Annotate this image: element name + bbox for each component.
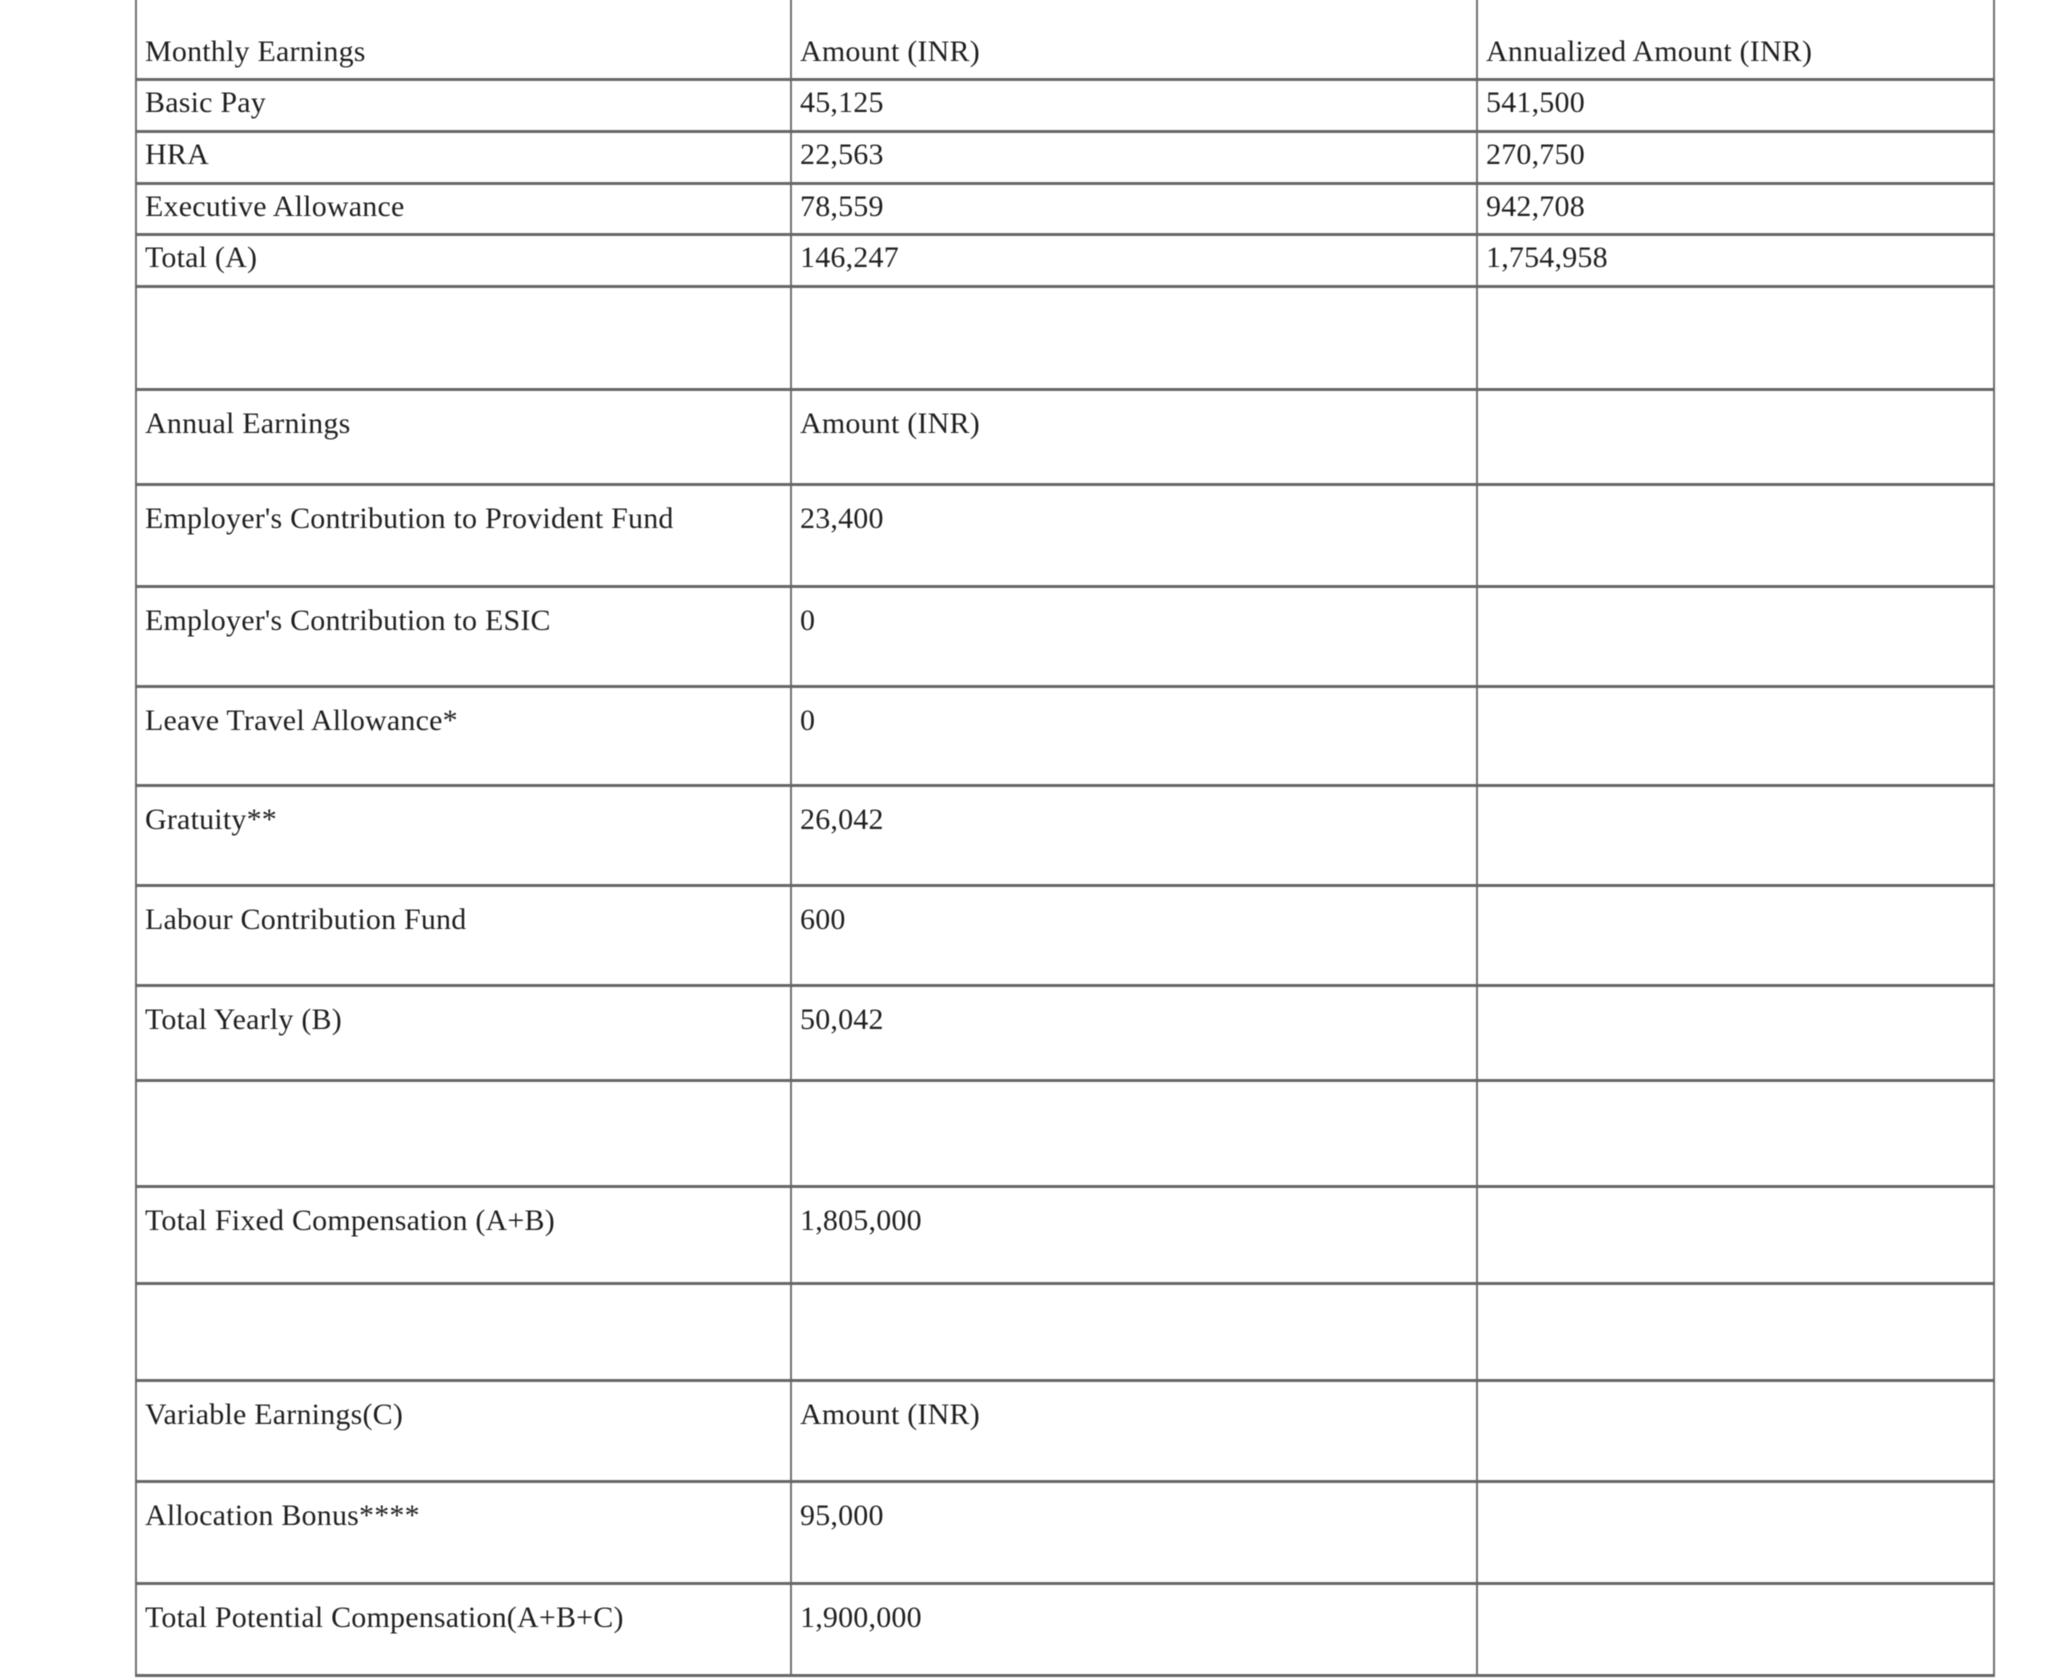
cell-annualized bbox=[1477, 1381, 1994, 1482]
table-row bbox=[136, 80, 1994, 132]
table-row bbox=[136, 687, 1994, 786]
table-row bbox=[136, 0, 1994, 80]
cell-annualized bbox=[1477, 390, 1994, 485]
cell-label: Total Potential Compensation(A+B+C) bbox=[136, 1584, 791, 1676]
cell-amount: 95,000 bbox=[791, 1482, 1477, 1584]
cell-label: Employer's Contribution to Provident Fund bbox=[136, 485, 791, 587]
table-row-spacer bbox=[136, 287, 1994, 390]
cell-label: Executive Allowance bbox=[136, 184, 791, 235]
cell-label: Monthly Earnings bbox=[136, 0, 791, 80]
cell-amount: Amount (INR) bbox=[791, 390, 1477, 485]
table-row bbox=[136, 1584, 1994, 1676]
cell-annualized bbox=[1477, 485, 1994, 587]
cell-label: Employer's Contribution to ESIC bbox=[136, 587, 791, 687]
cell-annualized bbox=[1477, 687, 1994, 786]
cell-label: Leave Travel Allowance* bbox=[136, 687, 791, 786]
cell-label: Basic Pay bbox=[136, 80, 791, 132]
cell-annualized: 942,708 bbox=[1477, 184, 1994, 235]
table-row bbox=[136, 786, 1994, 886]
table-row bbox=[136, 1381, 1994, 1482]
cell-label: Labour Contribution Fund bbox=[136, 886, 791, 986]
cell-amount: Amount (INR) bbox=[791, 1381, 1477, 1482]
cell-amount: 1,900,000 bbox=[791, 1584, 1477, 1676]
table-row bbox=[136, 235, 1994, 287]
cell-label bbox=[136, 1284, 791, 1381]
cell-amount: 600 bbox=[791, 886, 1477, 986]
table-row bbox=[136, 587, 1994, 687]
cell-annualized: 270,750 bbox=[1477, 132, 1994, 184]
cell-annualized: 541,500 bbox=[1477, 80, 1994, 132]
cell-annualized bbox=[1477, 1187, 1994, 1284]
cell-annualized bbox=[1477, 986, 1994, 1081]
table-row bbox=[136, 132, 1994, 184]
cell-annualized bbox=[1477, 886, 1994, 986]
cell-label: Annual Earnings bbox=[136, 390, 791, 485]
cell-label: Variable Earnings(C) bbox=[136, 1381, 791, 1482]
table-row bbox=[136, 1187, 1994, 1284]
cell-label: Gratuity** bbox=[136, 786, 791, 886]
cell-amount: 0 bbox=[791, 587, 1477, 687]
table-row-spacer bbox=[136, 1081, 1994, 1187]
cell-amount: 26,042 bbox=[791, 786, 1477, 886]
table-row bbox=[136, 485, 1994, 587]
compensation-table-body bbox=[136, 0, 1994, 1676]
cell-annualized bbox=[1477, 287, 1994, 390]
cell-annualized bbox=[1477, 1081, 1994, 1187]
cell-annualized bbox=[1477, 1482, 1994, 1584]
cell-label: Total Yearly (B) bbox=[136, 986, 791, 1081]
cell-amount: 0 bbox=[791, 687, 1477, 786]
cell-amount: 78,559 bbox=[791, 184, 1477, 235]
cell-amount: 22,563 bbox=[791, 132, 1477, 184]
table-row bbox=[136, 1482, 1994, 1584]
cell-label: HRA bbox=[136, 132, 791, 184]
cell-annualized bbox=[1477, 1584, 1994, 1676]
cell-annualized bbox=[1477, 786, 1994, 886]
cell-label: Total Fixed Compensation (A+B) bbox=[136, 1187, 791, 1284]
cell-amount bbox=[791, 1284, 1477, 1381]
cell-label bbox=[136, 1081, 791, 1187]
cell-annualized bbox=[1477, 587, 1994, 687]
table-row bbox=[136, 986, 1994, 1081]
cell-label: Total (A) bbox=[136, 235, 791, 287]
cell-annualized: Annualized Amount (INR) bbox=[1477, 0, 1994, 80]
table-row bbox=[136, 886, 1994, 986]
cell-amount: Amount (INR) bbox=[791, 0, 1477, 80]
table-row-spacer bbox=[136, 1284, 1994, 1381]
table-row bbox=[136, 184, 1994, 235]
cell-amount: 23,400 bbox=[791, 485, 1477, 587]
table-row bbox=[136, 390, 1994, 485]
cell-amount: 50,042 bbox=[791, 986, 1477, 1081]
cell-amount: 1,805,000 bbox=[791, 1187, 1477, 1284]
cell-amount: 45,125 bbox=[791, 80, 1477, 132]
cell-amount bbox=[791, 1081, 1477, 1187]
cell-amount bbox=[791, 287, 1477, 390]
cell-annualized bbox=[1477, 1284, 1994, 1381]
cell-annualized: 1,754,958 bbox=[1477, 235, 1994, 287]
cell-label: Allocation Bonus**** bbox=[136, 1482, 791, 1584]
cell-amount: 146,247 bbox=[791, 235, 1477, 287]
cell-label bbox=[136, 287, 791, 390]
compensation-table bbox=[135, 0, 1995, 1677]
